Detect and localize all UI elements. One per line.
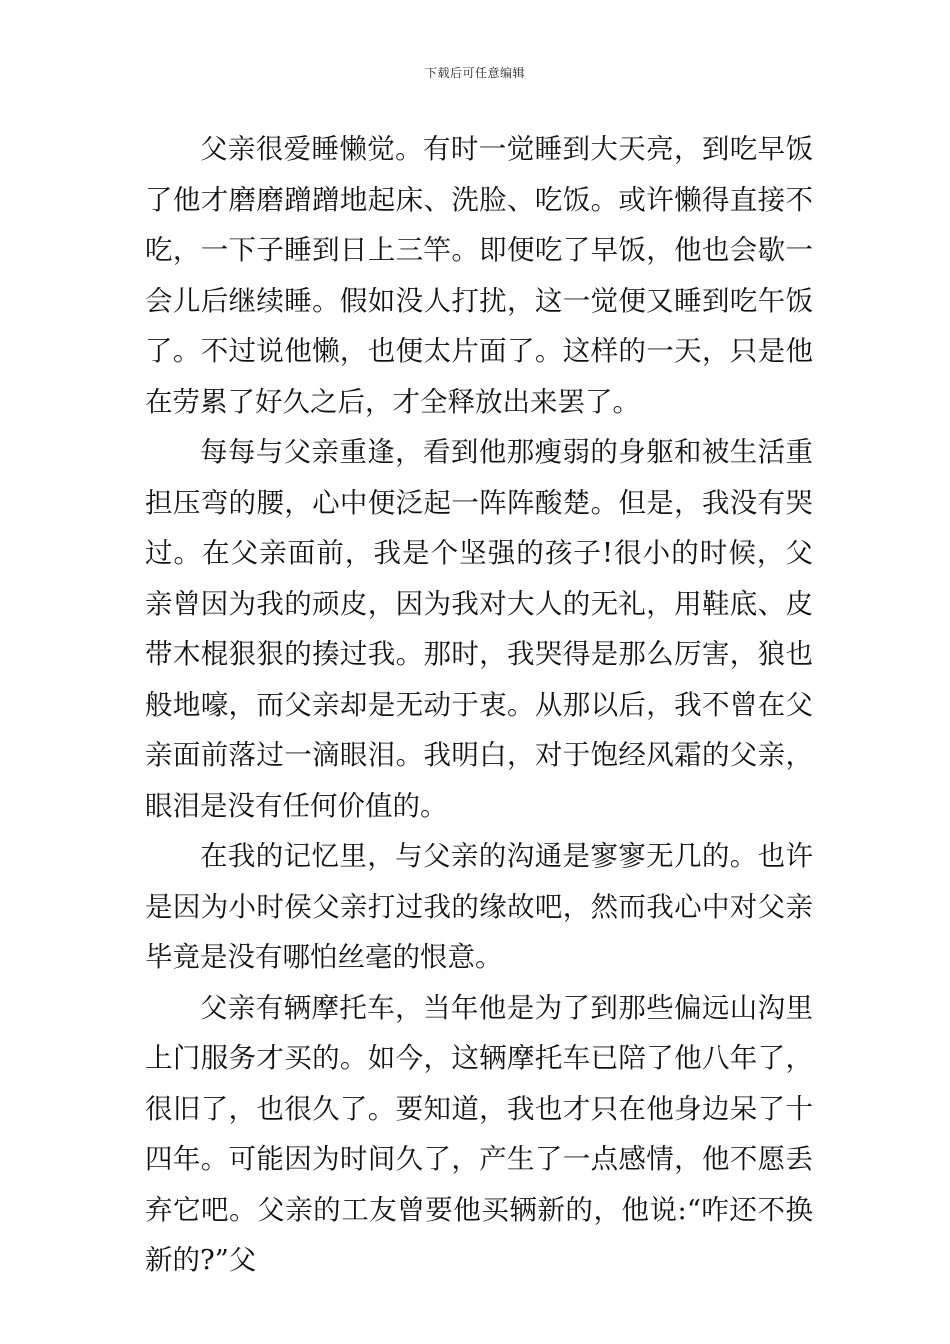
document-body <box>145 124 813 1286</box>
paragraph: 在我的记忆里，与父亲的沟通是寥寥无几的。也许是因为小时侯父亲打过我的缘故吧，然而我心中对父亲毕竟是没有哪怕丝毫的恨意。 <box>145 840 813 973</box>
paragraph: 每每与父亲重逢，看到他那瘦弱的身躯和被生活重担压弯的腰，心中便泛起一阵阵酸楚。但是，我没有哭过。在父亲面前，我是个坚强的孩子!很小的时候，父亲曾因为我的顽皮，因为我对大人的无礼，用鞋底、皮带木棍狠狠的揍过我。那时，我哭得是那么厉害，狼也般地嚎，而父亲却是无动于衷。从那以后，我不曾在父亲面前落过一滴眼泪。我明白，对于饱经风霜的父亲，眼泪是没有任何价值的。 <box>145 436 813 822</box>
paragraph: 父亲有辆摩托车，当年他是为了到那些偏远山沟里上门服务才买的。如今，这辆摩托车已陪了他八年了，很旧了，也很久了。要知道，我也才只在他身边呆了十四年。可能因为时间久了，产生了一点感情，他不愿丢弃它吧。父亲的工友曾要他买辆新的，他说:“咋还不换新的?”父 <box>145 991 813 1276</box>
paragraph: 父亲很爱睡懒觉。有时一觉睡到大天亮，到吃早饭了他才磨磨蹭蹭地起床、洗脸、吃饭。或许懒得直接不吃，一下子睡到日上三竿。即便吃了早饭，他也会歇一会儿后继续睡。假如没人打扰，这一觉便又睡到吃午饭了。不过说他懒，也便太片面了。这样的一天，只是他在劳累了好久之后，才全释放出来罢了。 <box>145 133 813 418</box>
page-header: 下载后可任意编辑 <box>424 66 525 80</box>
